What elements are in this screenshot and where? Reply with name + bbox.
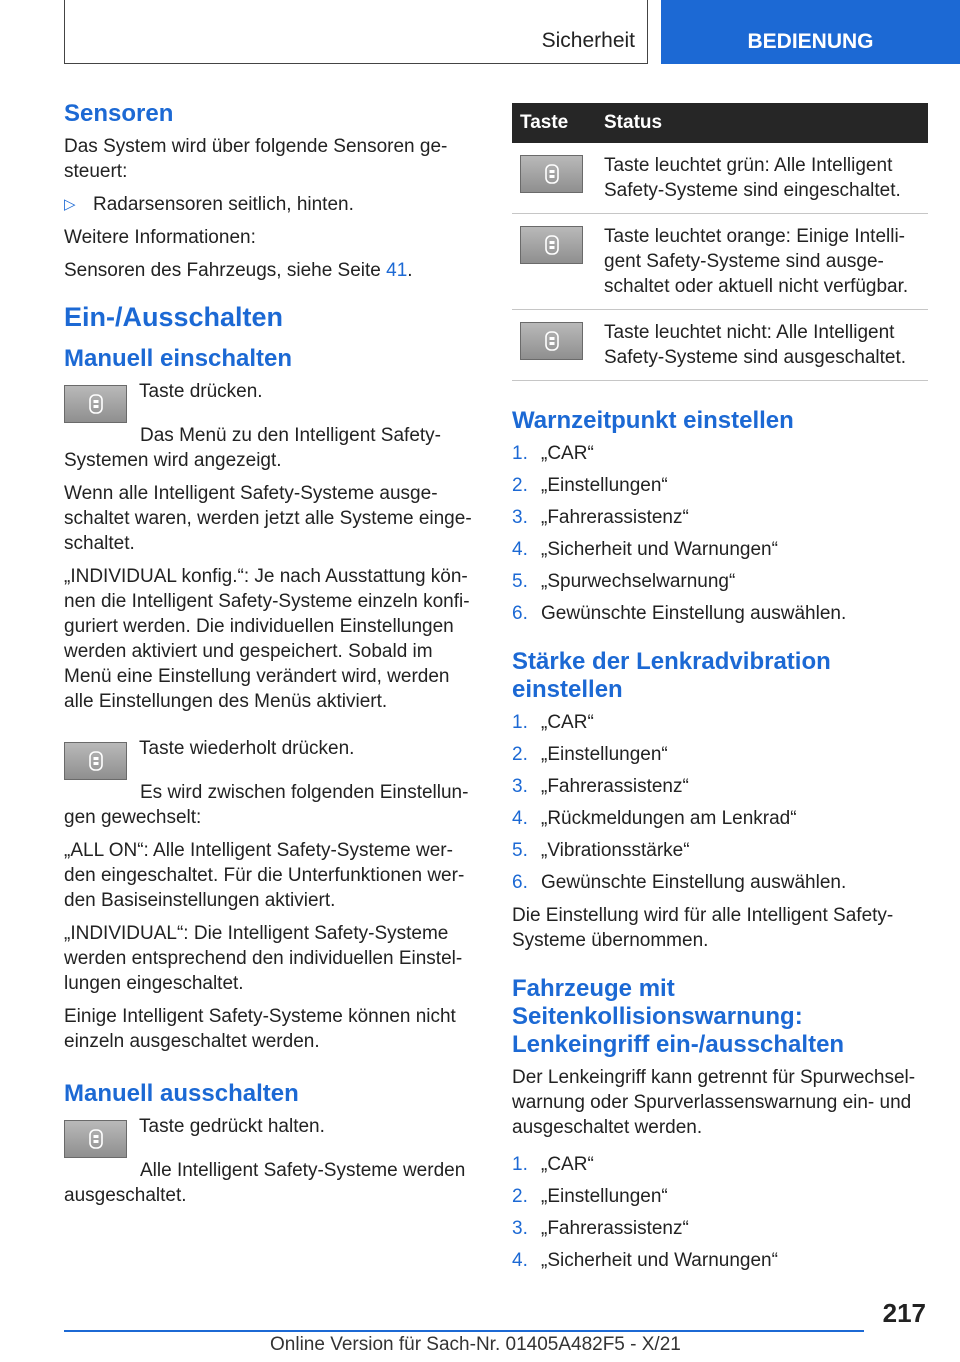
more-info-label: Weitere Informationen: bbox=[64, 227, 256, 248]
all-off-text: Wenn alle Intelligent Safety-Systeme ausge‐schaltet waren, werden jetzt alle Systeme einge‐schaltet. bbox=[64, 483, 472, 554]
list-item: 1. „CAR“ bbox=[512, 1154, 594, 1175]
sensors-reference-text: Sensoren des Fahrzeugs, siehe Seite bbox=[64, 260, 387, 281]
all-off-result-text: Alle Intelligent Safety-Systeme werden ausgeschaltet. bbox=[64, 1160, 466, 1206]
press-button-block bbox=[64, 379, 476, 423]
press-repeatedly-block bbox=[64, 736, 476, 780]
safety-button-image bbox=[520, 226, 583, 264]
list-item: 1. „CAR“ bbox=[512, 443, 594, 464]
hold-button-text: Taste gedrückt halten. bbox=[139, 1116, 325, 1137]
button-status-table bbox=[512, 103, 928, 381]
safety-button-image bbox=[520, 155, 583, 193]
table-row bbox=[512, 143, 928, 214]
left-column bbox=[64, 100, 476, 1216]
heading-manuell-ausschalten: Manuell ausschalten bbox=[64, 1080, 299, 1107]
individual-konfig-text: „INDIVIDUAL konfig.“: Je nach Ausstattung kön‐nen die Intelligent Safety-Systeme einzeln konfi‐guriert werden. Die individuellen Einstellungen werden aktiviert und gespeichert. Sobald im Menü eine Einstellung verändert wird, werden alle Einstellungen des Menüs aktiviert. bbox=[64, 566, 470, 712]
sensors-bullet bbox=[64, 192, 476, 217]
header-section-box bbox=[64, 0, 648, 64]
some-systems-text: Einige Intelligent Safety-Systeme können nicht einzeln ausgeschaltet werden. bbox=[64, 1006, 456, 1052]
page-link-41[interactable]: 41 bbox=[386, 260, 408, 281]
table-status-cell: Taste leuchtet orange: Einige Intelli‐gent Safety-Systeme sind ausge‐schaltet oder aktuell nicht verfügbar. bbox=[596, 214, 928, 310]
car-safety-icon bbox=[544, 331, 560, 351]
heading-manuell-einschalten: Manuell einschalten bbox=[64, 345, 293, 372]
car-safety-icon bbox=[88, 751, 104, 771]
side-text: Der Lenkeingriff kann getrennt für Spurwechsel‐warnung oder Spurverlassenswarnung ein- und ausgeschaltet werden. bbox=[512, 1067, 916, 1138]
heading-warnzeitpunkt: Warnzeitpunkt einstellen bbox=[512, 407, 794, 434]
list-item: 2. „Einstellungen“ bbox=[512, 744, 668, 765]
car-safety-icon bbox=[88, 1129, 104, 1149]
vib-steps-list bbox=[512, 710, 928, 895]
hold-button-block bbox=[64, 1114, 476, 1158]
footer-version-text: Online Version für Sach-Nr. 01405A482F5 - X/21 bbox=[270, 1334, 681, 1355]
header-chapter-title: BEDIENUNG bbox=[747, 30, 874, 53]
table-status-cell: Taste leuchtet grün: Alle Intelligent Safety-Systeme sind eingeschaltet. bbox=[596, 143, 928, 214]
press-repeatedly-text: Taste wiederholt drücken. bbox=[139, 738, 355, 759]
list-item: 5. „Spurwechselwarnung“ bbox=[512, 571, 736, 592]
heading-seitenkollisionswarnung: Fahrzeuge mit Seitenkollisionswarnung: Lenkeingriff ein-/ausschalten bbox=[512, 975, 845, 1058]
bullet-triangle-icon: ▷ bbox=[64, 196, 76, 213]
list-item: 2. „Einstellungen“ bbox=[512, 1186, 668, 1207]
list-item: 6. Gewünschte Einstellung auswählen. bbox=[512, 872, 847, 893]
car-safety-icon bbox=[544, 235, 560, 255]
header-section-title: Sicherheit bbox=[541, 29, 635, 52]
list-item: 6. Gewünschte Einstellung auswählen. bbox=[512, 603, 847, 624]
list-item: 5. „Vibrationsstärke“ bbox=[512, 840, 690, 861]
sensors-bullet-text: Radarsensoren seitlich, hinten. bbox=[93, 194, 354, 215]
individual-text: „INDIVIDUAL“: Die Intelligent Safety-Systeme werden entsprechend den individuellen Einstel‐lungen eingeschaltet. bbox=[64, 923, 463, 994]
list-item: 3. „Fahrerassistenz“ bbox=[512, 507, 689, 528]
press-button-text: Taste drücken. bbox=[139, 381, 263, 402]
sensors-reference-end: . bbox=[407, 260, 413, 281]
list-item: 4. „Sicherheit und Warnungen“ bbox=[512, 1250, 778, 1271]
safety-button-image bbox=[520, 322, 583, 360]
menu-shown-text: Das Menü zu den Intelligent Safety-Systemen wird angezeigt. bbox=[64, 425, 442, 471]
header-chapter-tab bbox=[661, 0, 960, 64]
sensors-text: Das System wird über folgende Sensoren ge‐steuert: bbox=[64, 136, 448, 182]
heading-ein-ausschalten: Ein-/Ausschalten bbox=[64, 302, 284, 332]
table-header-taste: Taste bbox=[512, 103, 596, 143]
vib-note-text: Die Einstellung wird für alle Intelligent Safety-Systeme übernommen. bbox=[512, 905, 894, 951]
page-number: 217 bbox=[882, 1298, 926, 1328]
safety-button-image bbox=[64, 742, 127, 780]
warn-steps-list bbox=[512, 441, 928, 626]
list-item: 3. „Fahrerassistenz“ bbox=[512, 1218, 689, 1239]
table-header-status: Status bbox=[596, 103, 928, 143]
safety-button-image bbox=[64, 385, 127, 423]
car-safety-icon bbox=[88, 394, 104, 414]
all-on-text: „ALL ON“: Alle Intelligent Safety-Systeme wer‐den eingeschaltet. Für die Unterfunktionen wer‐den Basiseinstellungen aktiviert. bbox=[64, 840, 465, 911]
sensors-reference bbox=[64, 258, 476, 283]
safety-button-image bbox=[64, 1120, 127, 1158]
heading-sensoren: Sensoren bbox=[64, 100, 174, 127]
list-item: 4. „Rückmeldungen am Lenkrad“ bbox=[512, 808, 797, 829]
list-item: 2. „Einstellungen“ bbox=[512, 475, 668, 496]
table-row bbox=[512, 214, 928, 310]
table-header-row bbox=[512, 103, 928, 143]
list-item: 4. „Sicherheit und Warnungen“ bbox=[512, 539, 778, 560]
list-item: 3. „Fahrerassistenz“ bbox=[512, 776, 689, 797]
table-row bbox=[512, 310, 928, 381]
list-item: 1. „CAR“ bbox=[512, 712, 594, 733]
car-safety-icon bbox=[544, 164, 560, 184]
footer-divider bbox=[64, 1330, 864, 1332]
switch-between-text: Es wird zwischen folgenden Einstellun‐gen gewechselt: bbox=[64, 782, 469, 828]
heading-lenkradvibration: Stärke der Lenkradvibration einstellen bbox=[512, 648, 831, 703]
side-steps-list bbox=[512, 1152, 928, 1273]
right-column bbox=[512, 103, 928, 1281]
table-status-cell: Taste leuchtet nicht: Alle Intelligent Safety-Systeme sind ausgeschaltet. bbox=[596, 310, 928, 381]
